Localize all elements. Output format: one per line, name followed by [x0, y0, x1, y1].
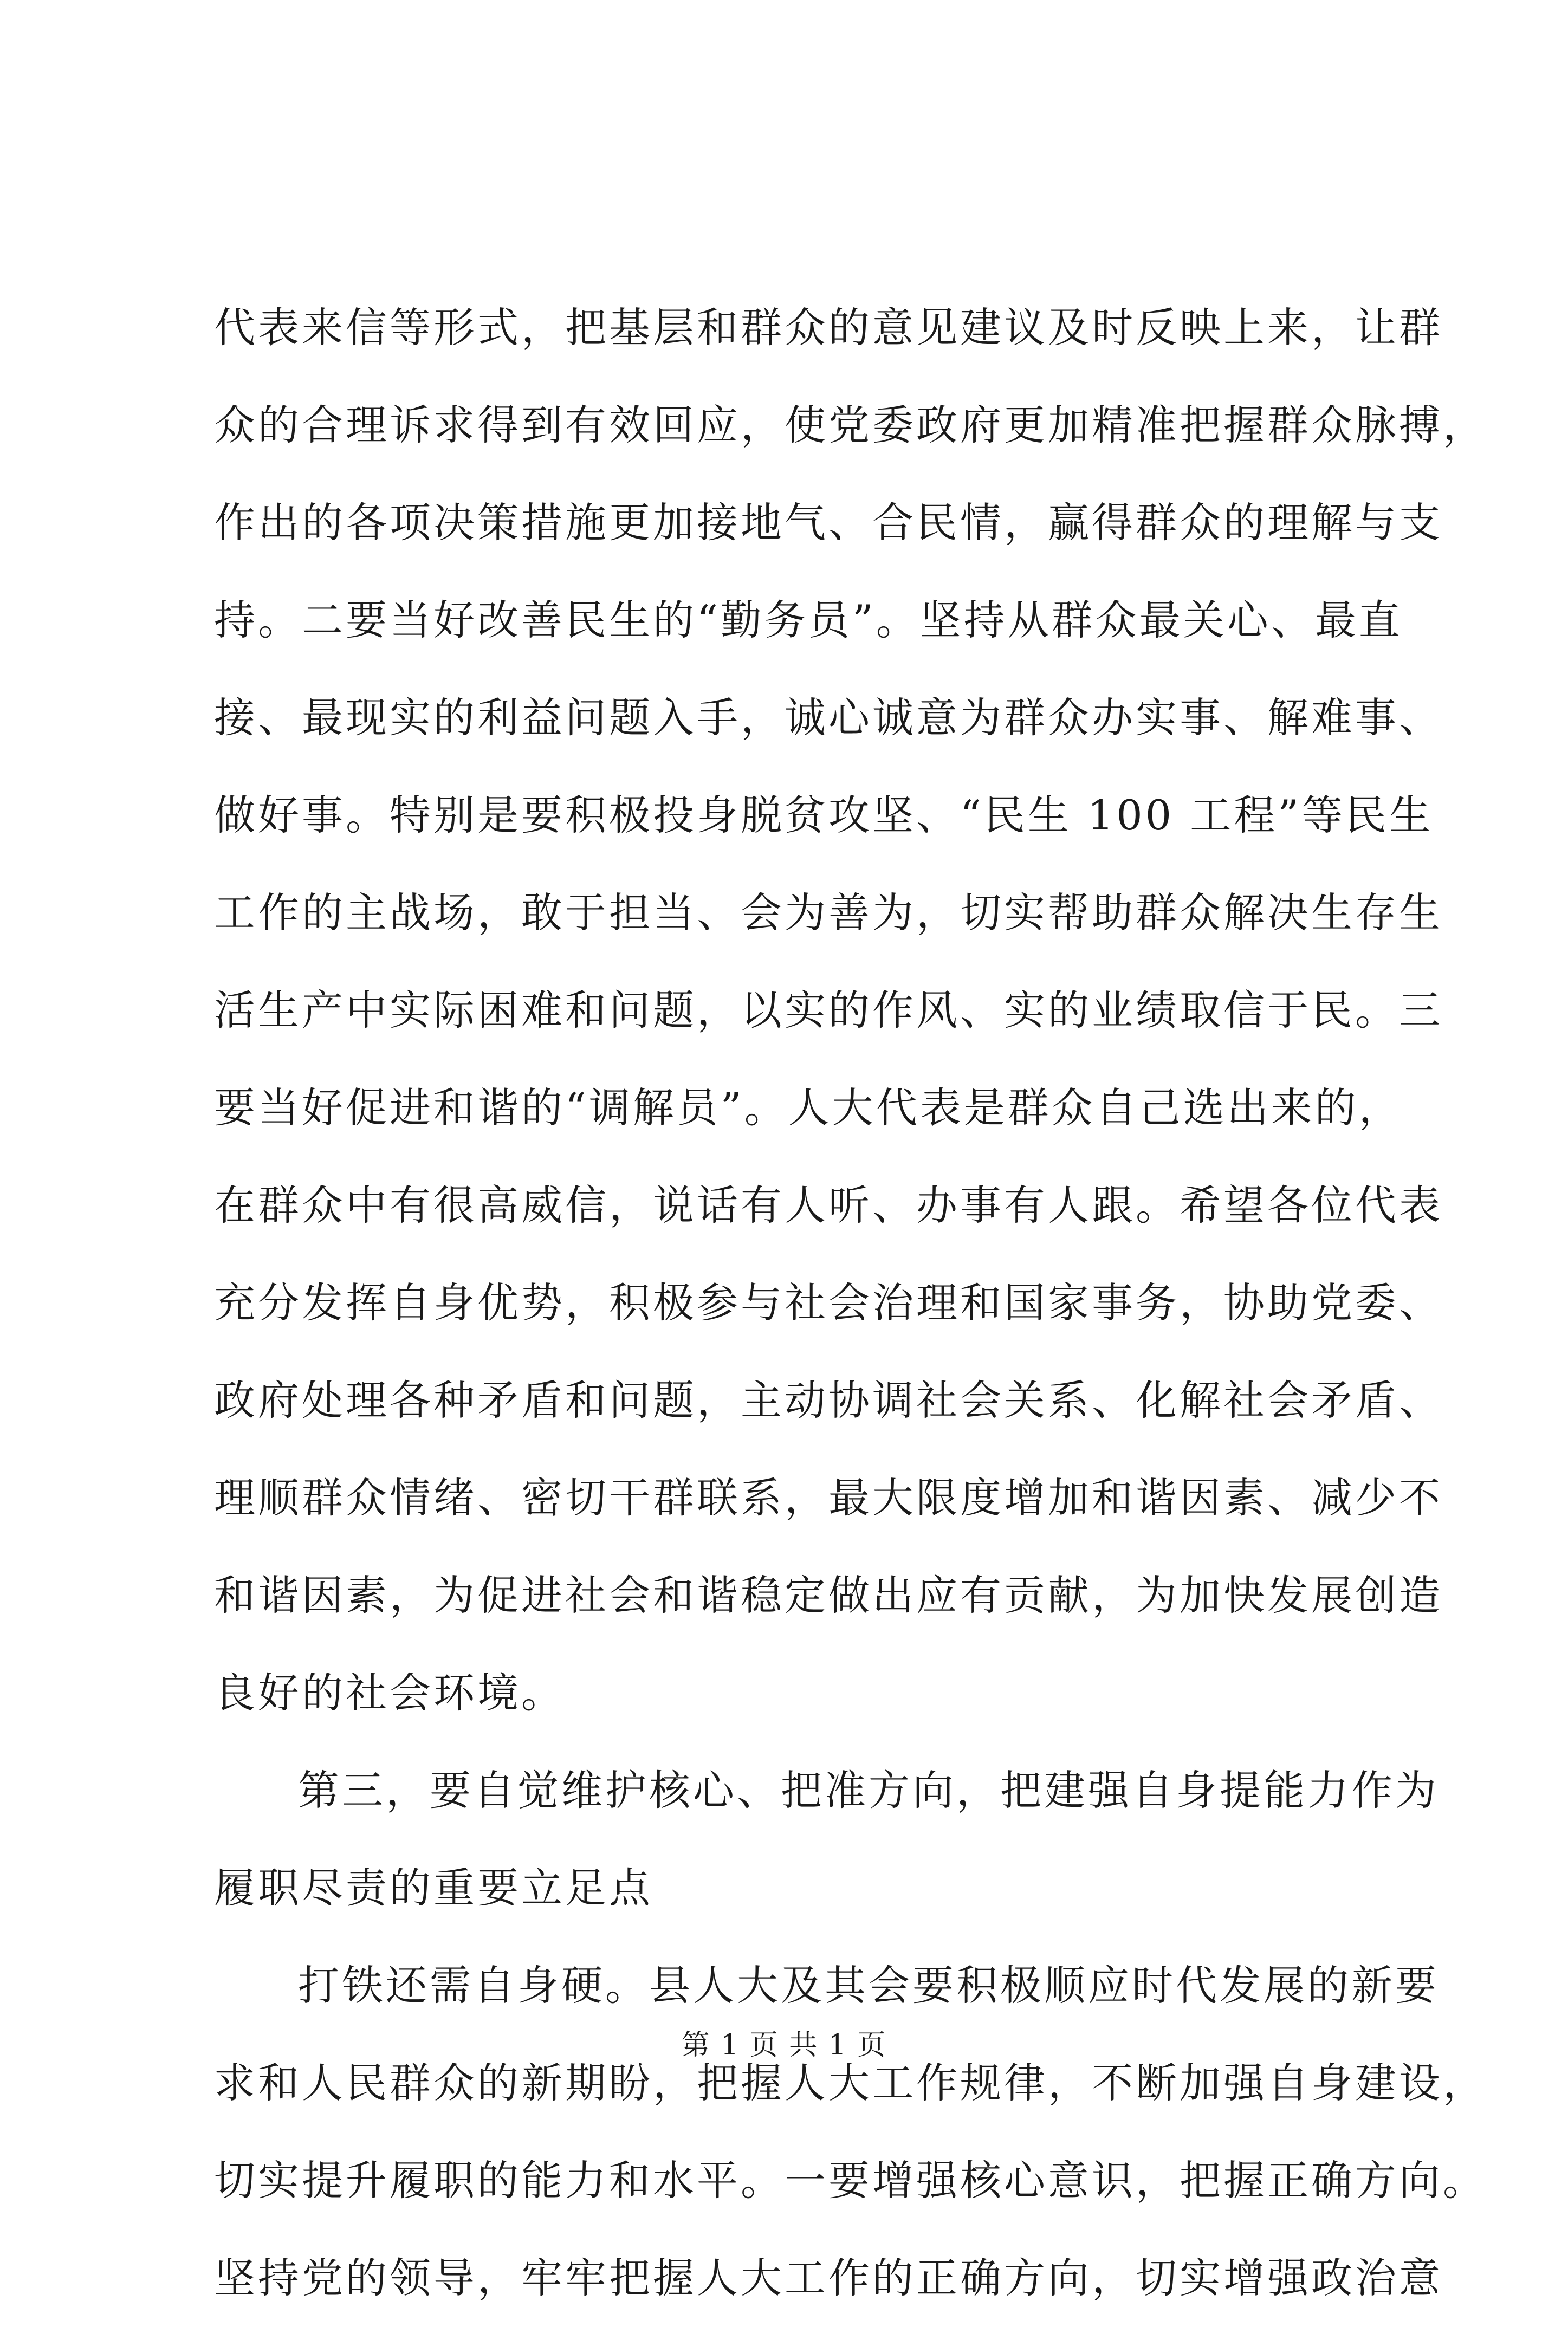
text-line: 打铁还需自身硬。县人大及其会要积极顺应时代发展的新要 — [298, 1961, 1439, 2010]
text-line: 理顺群众情绪、密切干群联系，最大限度增加和谐因素、减少不 — [214, 1474, 1443, 1522]
section-heading: 履职尽责的重要立足点 — [214, 1864, 653, 1912]
text-line: 要当好促进和谐的“调解员”。人大代表是群众自己选出来的， — [214, 1084, 1403, 1132]
text-line: 工作的主战场，敢于担当、会为善为，切实帮助群众解决生存生 — [214, 889, 1443, 937]
text-line: 求和人民群众的新期盼，把握人大工作规律，不断加强自身建设， — [214, 2059, 1487, 2107]
text-line: 政府处理各种矛盾和问题，主动协调社会关系、化解社会矛盾、 — [214, 1376, 1443, 1424]
text-line: 切实提升履职的能力和水平。一要增强核心意识，把握正确方向。 — [214, 2156, 1487, 2205]
text-line: 持。二要当好改善民生的“勤务员”。坚持从群众最关心、最直 — [214, 596, 1403, 644]
text-line: 作出的各项决策措施更加接地气、合民情，赢得群众的理解与支 — [214, 498, 1443, 547]
page-footer: 第 1 页 共 1 页 — [681, 2029, 887, 2062]
text-line: 坚持党的领导，牢牢把握人大工作的正确方向，切实增强政治意 — [214, 2254, 1443, 2302]
text-line: 良好的社会环境。 — [214, 1669, 565, 1717]
section-heading: 第三，要自觉维护核心、把准方向，把建强自身提能力作为 — [298, 1766, 1439, 1814]
text-line: 活生产中实际困难和问题，以实的作风、实的业绩取信于民。三 — [214, 986, 1443, 1034]
text-line: 充分发挥自身优势，积极参与社会治理和国家事务，协助党委、 — [214, 1279, 1443, 1327]
text-line: 在群众中有很高威信，说话有人听、办事有人跟。希望各位代表 — [214, 1181, 1443, 1229]
text-line: 代表来信等形式，把基层和群众的意见建议及时反映上来，让群 — [214, 303, 1443, 352]
body-text — [214, 279, 1487, 2327]
text-line: 接、最现实的利益问题入手，诚心诚意为群众办实事、解难事、 — [214, 693, 1443, 742]
text-line: 和谐因素，为促进社会和谐稳定做出应有贡献，为加快发展创造 — [214, 1571, 1443, 1619]
text-line: 做好事。特别是要积极投身脱贫攻坚、“民生 100 工程”等民生 — [214, 791, 1434, 839]
text-line: 众的合理诉求得到有效回应，使党委政府更加精准把握群众脉搏， — [214, 401, 1487, 449]
